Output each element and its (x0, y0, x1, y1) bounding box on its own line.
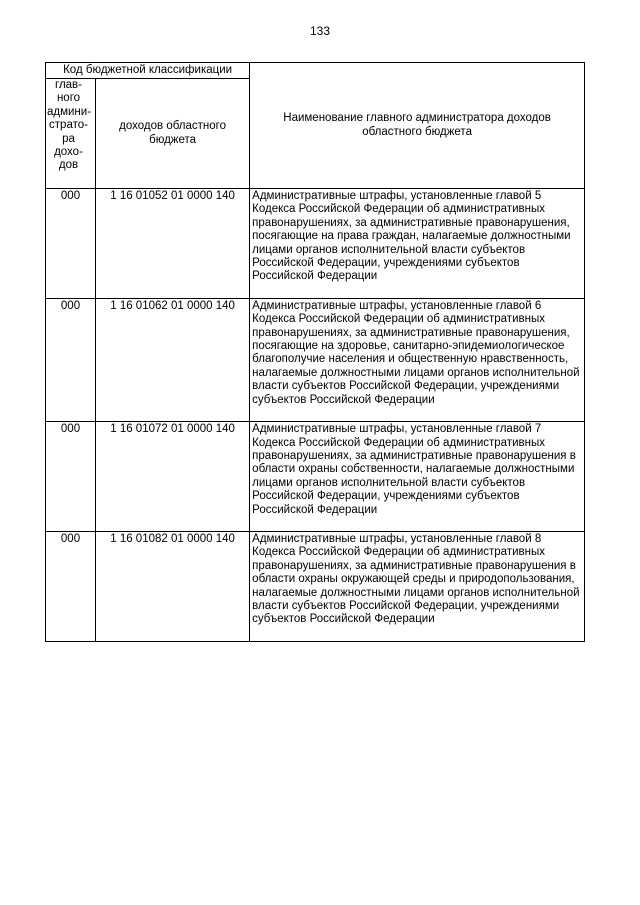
admin-code-cell: 000 (46, 422, 96, 532)
table-row (46, 531, 585, 641)
table-row (46, 298, 585, 421)
budget-classification-table (45, 62, 585, 642)
income-code-cell: 1 16 01062 01 0000 140 (96, 298, 250, 421)
page-number: 133 (309, 24, 331, 38)
admin-code-cell: 000 (46, 298, 96, 421)
header-row-group (46, 63, 585, 79)
header-admin-code: глав- ного админи- страто- ра дохо- дов (47, 79, 92, 172)
header-budget-classification-code: Код бюджетной классификации (46, 63, 250, 79)
income-code-cell: 1 16 01082 01 0000 140 (96, 531, 250, 641)
header-admin-code-cell (46, 79, 96, 189)
income-code-cell: 1 16 01052 01 0000 140 (96, 189, 250, 299)
description-cell: Административные штрафы, установленные главой 6 Кодекса Российской Федерации об административных правонарушениях, за административные правонарушения, посягающие на здоровье, санитарно-эпидемиологическое благополучие населения и общественную нравственность, налагаемые должностными лицами органов исполнительной власти субъектов Российской Федерации, учреждениями субъектов Российской Федерации (250, 298, 585, 421)
admin-code-cell: 000 (46, 189, 96, 299)
description-cell: Административные штрафы, установленные главой 5 Кодекса Российской Федерации об административных правонарушениях, за административные правонарушения, посягающие на права граждан, налагаемые должностными лицами органов исполнительной власти субъектов Российской Федерации, учреждениями субъектов Российской Федерации (250, 189, 585, 299)
description-cell: Административные штрафы, установленные главой 7 Кодекса Российской Федерации об административных правонарушениях, за административные правонарушения в области охраны собственности, налагаемые должностными лицами органов исполнительной власти субъектов Российской Федерации, учреждениями субъектов Российской Федерации (250, 422, 585, 532)
header-administrator-name: Наименование главного администратора доходов областного бюджета (250, 63, 585, 189)
income-code-cell: 1 16 01072 01 0000 140 (96, 422, 250, 532)
header-income-code: доходов областного бюджета (96, 79, 250, 189)
table-row (46, 189, 585, 299)
table-row (46, 422, 585, 532)
description-cell: Административные штрафы, установленные главой 8 Кодекса Российской Федерации об административных правонарушениях, за административные правонарушения в области охраны окружающей среды и природопользования, налагаемые должностными лицами органов исполнительной власти субъектов Российской Федерации, учреждениями субъектов Российской Федерации (250, 531, 585, 641)
admin-code-cell: 000 (46, 531, 96, 641)
